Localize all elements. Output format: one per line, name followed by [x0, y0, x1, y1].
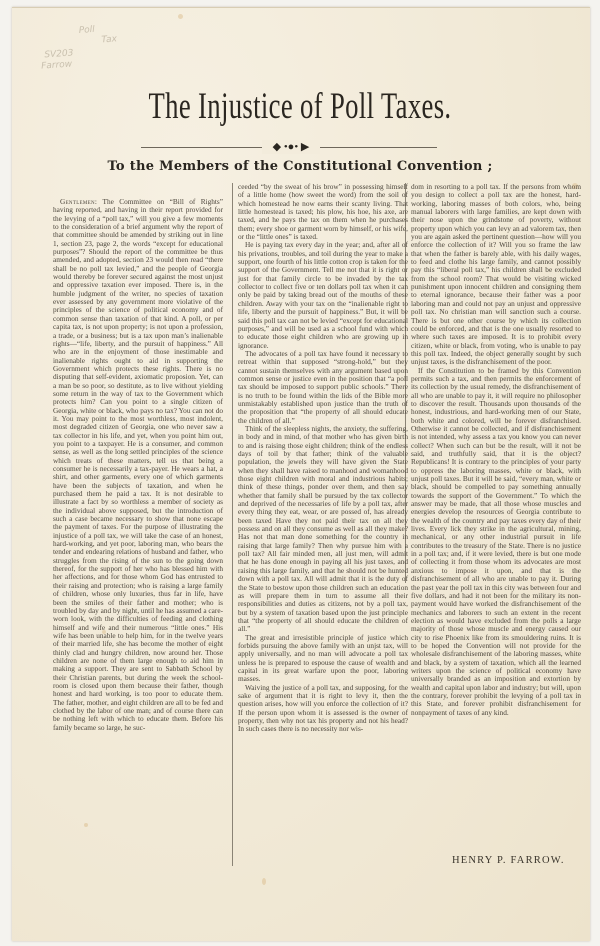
pencil-note: Farrow — [40, 59, 73, 72]
foxing-spot — [178, 14, 183, 19]
paragraph — [53, 198, 223, 732]
salutation: Gentlemen: — [60, 197, 98, 206]
column-3 — [411, 183, 581, 717]
ornament-divider-icon: ◆ •●• ▶ — [262, 140, 320, 154]
column-divider — [232, 183, 233, 866]
pencil-note: SV203 — [44, 48, 74, 61]
paragraph: Waiving the justice of a poll tax, and supposing, for the sake of argument that it is right to levy it, then the question arises, how will you enforce the collection of it? If the person upon whom it is assessed is the owner of property, then why not tax his property and not his head? In such cases there is no necessity nor wis- — [238, 682, 408, 734]
address-heading: To the Members of the Constitutional Convention ; — [107, 159, 493, 174]
paragraph: ceeded “by the sweat of his brow” in possessing himself of a little home (how sweet the word) from the soil of which homestead he now earns their scanty living. That little homestead is taxed; his plow, his hoe, his axe, are taxed, and he pays the tax on them when he purchases them; every shoe or garment worn by himself, or his wife, or the “little ones” is taxed. — [238, 182, 408, 242]
page-title: The Injustice of Poll Taxes. — [148, 86, 452, 127]
pencil-note: Poll — [78, 24, 96, 36]
column-1 — [53, 198, 223, 732]
pencil-annotation — [39, 23, 119, 72]
pencil-note: Tax — [101, 34, 118, 46]
paragraph: The advocates of a poll tax have found it necessary to retreat within that supposed “strong-hold,” but they cannot sustain themselves with any argument based upon common sense or justice even in the position that “a poll tax should be imposed to support public schools.” There is no truth to be found within the lids of the Bible more unmistakably established upon justice than the truth of the proposition that “the property of all should educate the children of all.” — [238, 348, 408, 425]
text-columns — [43, 183, 585, 923]
column-2 — [238, 183, 408, 734]
paragraph: If the Constitution to be framed by this Convention permits such a tax, and then permits the enforcement of its collection by the usual remedy, the disfranchisement of all who are unable to pay it, it will require no philosopher to discover the result. Thousands upon thousands of the honest, industrious, and hard-working men of our State, both white and colored, will be forever disfranchised. Otherwise it cannot be collected, and if disfranchisement is not intended, why assess a tax you know you can never collect? When such can but be the result, will it not be said, and truthfully said, that it is the object? Republicans! It is contrary to the principles of your party to oppress the laboring masses, white or black, with unjust poll taxes. But it will be said, “every man, white or black, should be compelled to pay something annually towards the support of the Government.” To which the answer may be made, that all those whose muscles and energies develop the resources of Georgia contribute to the wealth of the country and pay taxes every day of their lives. Every lick they strike in the agricultural, mining, mechanical, or any other industrial pursuit in life contributes to the treasury of the State. There is no justice in a poll tax; and, if it were levied, there is but one mode of collecting it from those whom its advocates are most anxious to impose it upon, and that is the disfranchisement of all who are unable to pay it. During the past year the poll tax in this city was between four and five dollars, and had it not been for the military its non-payment would have worked the disfranchisement of the mechanics and laborers to such an extent in the recent election as would have excluded from the polls a large majority of those whose muscle and energy caused our city to rise Phoenix like from its smouldering ruins. It is to be hoped the Convention will not provide for the wholesale disfranchisement of the laboring masses, white and black, by a system of taxation, which all the learned writers upon the science of political economy have universally branded as an imposition and extortion by wealth and capital upon labor and industry; but will, upon the contrary, forever prohibit the levying of a poll tax in this State, and forever prohibit disfranchisement for nonpayment of taxes of any kind. — [411, 365, 581, 717]
paragraph: Think of the sleepless nights, the anxiety, the suffering, in body and in mind, of that mother who has given birth to and is raising those eight children; think of the endless days of toil by that father; think of the valuable population, the jewels they will have given the State when they shall have raised to manhood and womanhood those eight children with moral and industrious habits; think of these things, ponder over them, and then say whether that family shall be pursued by the tax collector and deprived of the necessaries of life by a poll tax, after every thing they eat, wear, or are possed of, has already been taxed Have they not paid their tax on all they possess and on all they consume as well as all they make? Has not that man done something for the country in raising that large family? Then why pursue him with a poll tax? All fair minded men, all just men, will admit that he has done enough in paying all his just taxes, and raising this large family, and that he should not be hunted down with a poll tax. All will admit that it is the duty of the State to bestow upon those children such an education as will prepare them in turn to assume all their responsibilities and duties as citizens, not by a poll tax, but by a system of taxation based upon the just principle that “the property of all should educate the children of all.” — [238, 423, 408, 634]
paragraph: He is paying tax every day in the year; and, after all of his privations, troubles, and toil during the year to make a support, one fourth of his little cotton crop is taken for the support of the Government. Tell me not that it is right or just for that family circle to be invaded by the tax collector to collect five or ten dollars poll tax when it can only be paid by taking bread out of the mouths of these children. Away with your tax on the “inalienable right to life, liberty and the pursuit of happiness.” But, it will be said this poll tax can not be levied “except for educational purposes,” and will be used as a school fund with which to educate those eight children who are growing up in ignorance. — [238, 240, 408, 350]
paragraph: dom in resorting to a poll tax. If the persons from whom you design to collect a poll tax are the honest, hard-working, laboring masses of both colors, who, being manual laborers with large families, are kept down with their nose upon the grindstone of poverty, without property upon which you can levy an ad valorem tax, then you are again asked the pertinent question—how will you enforce the collection of it? Will you so frame the law that when the father is barely able, with his daily wages, to feed and clothe his large family, and cannot possibly pay this “liberal poll tax,” his children shall be excluded from the school room? That would be visiting wicked punishment upon innocent children and consigning them to eternal ignorance, because their father was a poor laboring man and could not pay an unjust and oppressive poll tax. No christian man will sanction such a course. There is but one other course by which its collection could be enforced, and that is the one usually resorted to where such taxes are imposed. It is to prohibit every citizen, white or black, from voting, who is unable to pay this poll tax. Indeed, the object generally sought by such unjust taxes, is the disfranchisement of the poor. — [411, 182, 582, 367]
author-signature: HENRY P. FARROW. — [452, 855, 565, 866]
paragraph: The great and irresistible principle of justice which forbids pursuing the above family with an unjst tax, will apply universally, and no man will advocate a poll tax unless he is prepared to espouse the cause of wealth and capital in its great warfare upon the poor, laboring masses. — [238, 632, 408, 684]
paragraph-text: The Committee on “Bill of Rights” having reported, and having in their report provided for the levying of a “poll tax,” will you give a few moments to the consideration of a brief argument why the report of that committee should be amended by striking out in line 1, section 23, page 2, the words “except for educational purposes”? Should the report of the committee be thus amended, and adopted, section 23 would then read “there shall be no poll tax levied,” and the people of Georgia would thereby be forever secured against the most unjust and oppressive taxation ever imposed. There is, in the humble judgment of the writer, no species of taxation ever assessed by any government more violative of the principles of the science of political economy and of common sense than taxation of that kind. A poll, or per capita tax, is not upon property; is not upon a profession, a trade, or a business; but is a tax upon man’s inalienable rights—“life, liberty, and the pursuit of happiness.” All who are in the enjoyment of those inestimable and inalienable rights ought to aid in supporting the Government which protects these rights. There is no disputing that self-evident, axiomatic proposion. Yet, can a man be so poor, so destitute, as to live without yielding some return in the way of tax to the Government which protects him? Can you point to a single citizen of Georgia, white or black, who pays no tax? You can not do it. You may point to the most worthless, most indolent, most degraded citizen of Georgia, one who never saw a tax collector in his life, and yet, when you point him out, you point to a taxpayer. He is a consumer, and common sense, as well as the long settled principles of the science which treats of these matters, tell us that being a consumer he is necessarily a tax-payer. He wears a hat, a shirt, and other garments, every one of which garments have been the subjects of taxation, and when he purchased them he paid a tax. It is not desirable to illustrate a fact by so worthless a member of society as the individual above supposed, but the introduction of such a case became necessary to show that none escape the payment of taxes. For the purpose of illustrating the injustice of a poll tax, we will take the case of an honest, hard-working, and yet poor, laboring man, who bears the tender and endearing relations of husband and father, who struggles from the rising of the sun to the going down thereof, for the support of her who has blessed him with her affections, and for those whom God has entrusted to their raising and protection; who is raising a large family of children, whose only luxuries, thus far in life, have been the smiles of their father and mother; who is troubled by day and by night, until he has assumed a care-worn look, with the difficulties of feeding and clothing himself and wife and their numerous “little ones.” His wife has been unable to help him, for in the twelve years of their married life, she has become the mother of eight thinly clad and hungry children, now around her. Those children are none of them large enough to aid him in making a support. They are sent to Sabbath School by their Christian parents, but during the week the school-room is closed upon them because their father, though honest and hard working, is too poor to educate them. The father, mother, and eight children are all to be fed and clothed by the labor of one man; and of course there can be nothing left with which to educate them. Before his family became so large, he suc- — [53, 197, 223, 732]
